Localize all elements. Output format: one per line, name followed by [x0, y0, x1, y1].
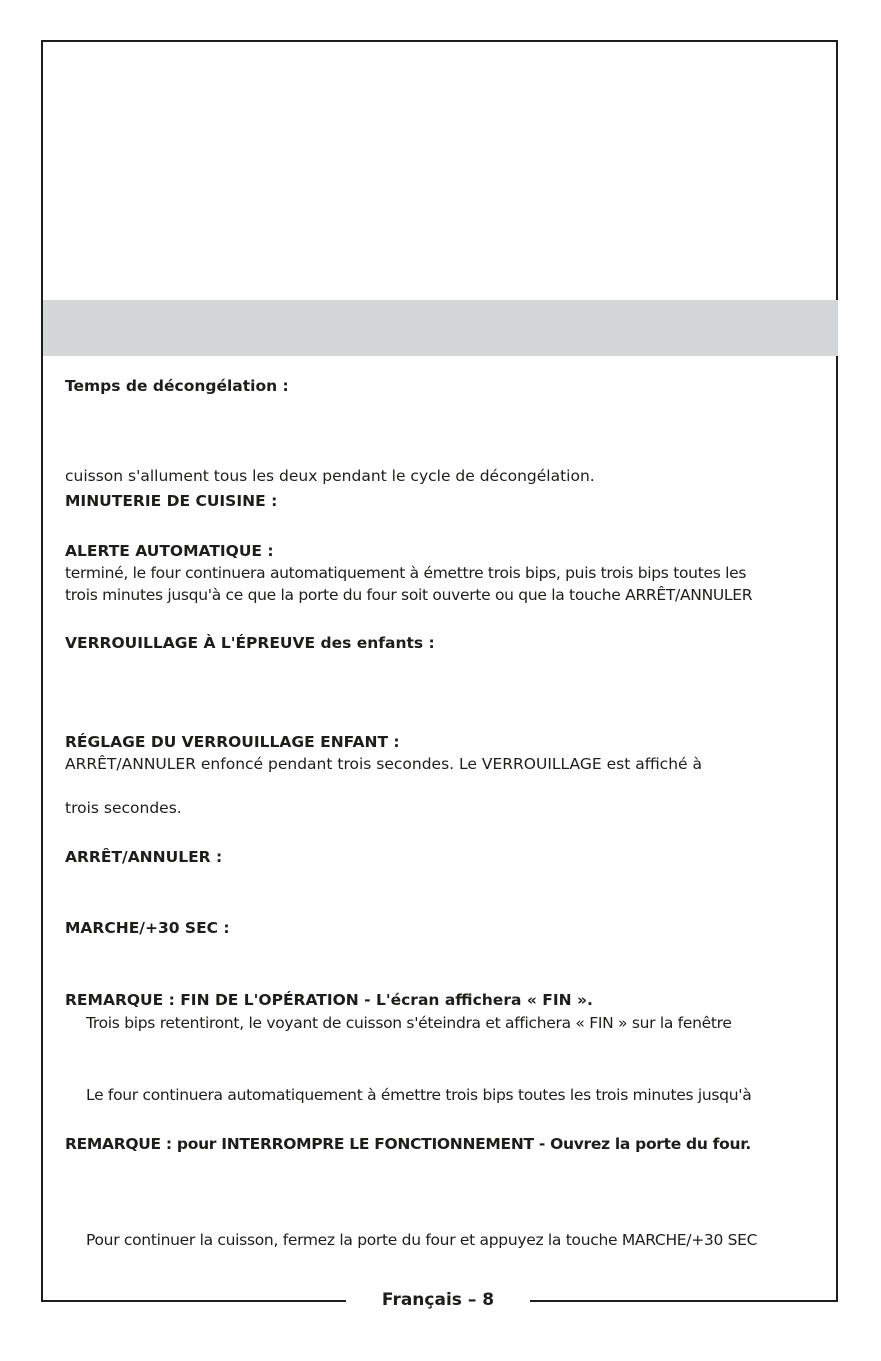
section-header-band	[43, 300, 838, 356]
text-interrompre-line-1: Pour continuer la cuisson, fermez la porte du four et appuyez la touche MARCHE/+30 SEC	[86, 1231, 758, 1249]
page-frame	[41, 40, 838, 1302]
text-decongelation-line: cuisson s'allument tous les deux pendant le cycle de décongélation.	[65, 467, 595, 485]
heading-alerte: ALERTE AUTOMATIQUE :	[65, 542, 274, 560]
text-alerte-line-1: terminé, le four continuera automatiquement à émettre trois bips, puis trois bips toutes les	[65, 564, 747, 582]
heading-remarque-fin: REMARQUE : FIN DE L'OPÉRATION - L'écran affichera « FIN ».	[65, 991, 593, 1009]
footer-rule-left	[41, 1300, 346, 1302]
text-reglage-line-1: ARRÊT/ANNULER enfoncé pendant trois secondes. Le VERROUILLAGE est affiché à	[65, 755, 702, 773]
footer-page-label: Français – 8	[381, 1290, 495, 1310]
heading-remarque-interrompre: REMARQUE : pour INTERROMPRE LE FONCTIONNEMENT - Ouvrez la porte du four.	[65, 1135, 751, 1153]
footer-rule-right	[530, 1300, 838, 1302]
text-alerte-line-2: trois minutes jusqu'à ce que la porte du four soit ouverte ou que la touche ARRÊT/ANNULER	[65, 586, 753, 604]
heading-marche: MARCHE/+30 SEC :	[65, 919, 230, 937]
heading-temps-decongelation: Temps de décongélation :	[65, 377, 289, 395]
heading-arret-annuler: ARRÊT/ANNULER :	[65, 848, 223, 866]
heading-minuterie: MINUTERIE DE CUISINE :	[65, 492, 278, 510]
heading-reglage-verrouillage: RÉGLAGE DU VERROUILLAGE ENFANT :	[65, 733, 400, 751]
text-fin-line-1: Trois bips retentiront, le voyant de cuisson s'éteindra et affichera « FIN » sur la fenêtre	[86, 1014, 732, 1032]
text-fin-line-2: Le four continuera automatiquement à émettre trois bips toutes les trois minutes jusqu'à	[86, 1086, 752, 1104]
text-reglage-line-2: trois secondes.	[65, 799, 182, 817]
heading-verrouillage-epreuve: VERROUILLAGE À L'ÉPREUVE des enfants :	[65, 634, 435, 652]
